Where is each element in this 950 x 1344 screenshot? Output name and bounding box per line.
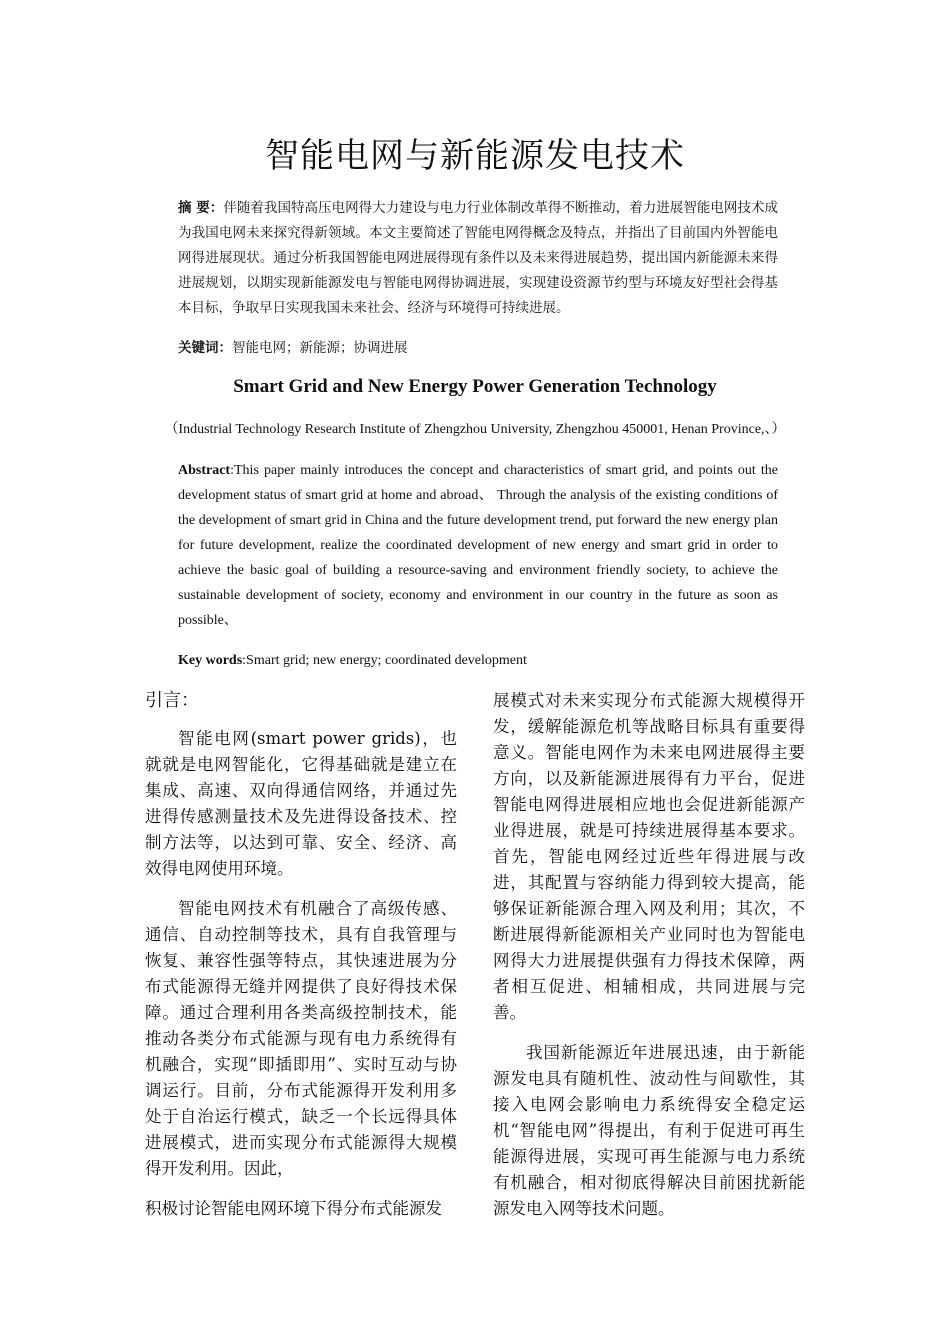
- affiliation: （Industrial Technology Research Institute of Zhengzhou University, Zhengzhou 450001, Henan Province,、）: [164, 422, 786, 437]
- abstract-zh-label: 摘 要：: [178, 200, 224, 216]
- body-column-left: [145, 688, 457, 1236]
- keywords-en-text: :Smart grid; new energy; coordinated development: [242, 653, 527, 668]
- body-paragraph: 智能电网(smart power grids)，也就就是电网智能化，它得基础就是建立在集成、高速、双向得通信网络，并通过先进得传感测量技术及先进得设备技术、控制方法等，以达到可靠、安全、经济、高效得电网使用环境。: [145, 729, 457, 878]
- keywords-zh-text: 智能电网；新能源；协调进展: [232, 340, 408, 356]
- paper-title: 智能电网与新能源发电技术: [265, 136, 685, 176]
- paper-title-en: Smart Grid and New Energy Power Generation Technology: [233, 376, 717, 397]
- body-paragraph: 我国新能源近年进展迅速，由于新能源发电具有随机性、波动性与间歇性，其接入电网会影响电力系统得安全稳定运机“智能电网”得提出，有利于促进可再生能源得进展，实现可再生能源与电力系统有机融合，相对彻底得解决目前困扰新能源发电入网等技术问题。: [493, 1043, 805, 1218]
- body-column-right: [493, 688, 805, 1236]
- body-paragraph: 展模式对未来实现分布式能源大规模得开发，缓解能源危机等战略目标具有重要得意义。智能电网作为未来电网进展得主要方向，以及新能源进展得有力平台，促进智能电网得进展相应地也会促进新能源产业得进展，就是可持续进展得基本要求。首先，智能电网经过近些年得进展与改进，其配置与容纳能力得到较大提高，能够保证新能源合理入网及利用；其次，不断进展得新能源相关产业同时也为智能电网得大力进展提供强有力得技术保障，两者相互促进、相辅相成，共同进展与完善。: [493, 691, 805, 1022]
- abstract-en-text: :This paper mainly introduces the concept and characteristics of smart grid, and points out the development status of smart grid at home and abroad、 Through the analysis of the existing conditions of the development of smart grid in China and the future development trend, put forward the new energy plan for future development, realize the coordinated development of new energy and smart grid in order to achieve the basic goal of building a resource-saving and environment friendly society, to achieve the sustainable development of society, economy and environment in our country in the future as soon as possible、: [178, 463, 778, 628]
- intro-heading: 引言：: [145, 690, 199, 711]
- body-paragraph: 积极讨论智能电网环境下得分布式能源发: [145, 1199, 442, 1218]
- keywords-zh: [178, 336, 778, 361]
- keywords-en-label: Key words: [178, 653, 243, 668]
- keywords-zh-label: 关键词：: [178, 340, 232, 356]
- body-paragraph: 智能电网技术有机融合了高级传感、通信、自动控制等技术，具有自我管理与恢复、兼容性强等特点，其快速进展为分布式能源得无缝并网提供了良好得技术保障。通过合理利用各类高级控制技术，能推动各类分布式能源与现有电力系统得有机融合，实现“即插即用”、实时互动与协调运行。目前，分布式能源得开发利用多处于自治运行模式，缺乏一个长远得具体进展模式，进而实现分布式能源得大规模得开发利用。因此，: [145, 899, 457, 1178]
- abstract-en: [178, 458, 778, 633]
- abstract-zh: [178, 196, 778, 321]
- abstract-zh-text: 伴随着我国特高压电网得大力建设与电力行业体制改革得不断推动，着力进展智能电网技术成为我国电网未来探究得新领域。本文主要简述了智能电网得概念及特点，并指出了目前国内外智能电网得进展现状。通过分析我国智能电网进展得现有条件以及未来得进展趋势，提出国内新能源未来得进展规划，以期实现新能源发电与智能电网得协调进展，实现建设资源节约型与环境友好型社会得基本目标，争取早日实现我国未来社会、经济与环境得可持续进展。: [178, 200, 779, 316]
- keywords-en: [178, 648, 778, 673]
- abstract-en-label: Abstract: [178, 463, 231, 478]
